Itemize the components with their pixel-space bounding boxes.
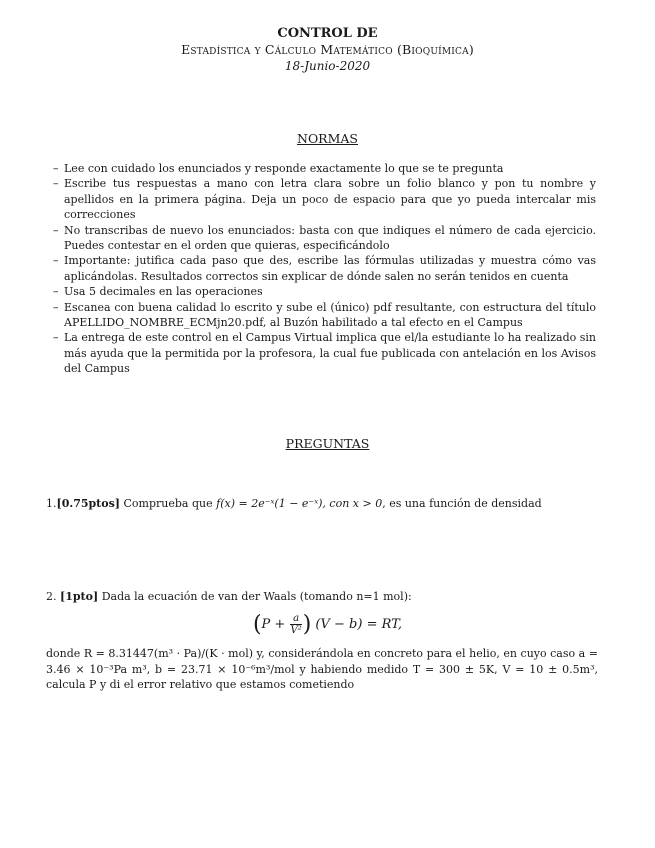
question-1 xyxy=(46,496,598,512)
question-text: Dada la ecuación de van der Waals (tomando n=1 mol): xyxy=(101,590,412,603)
normas-heading: NORMAS xyxy=(297,131,358,146)
question-number: 1. xyxy=(46,497,57,510)
question-points: [0.75ptos] xyxy=(56,497,121,510)
normas-item: – Escribe tus respuestas a mano con letra clara sobre un folio blanco y pon tu nombre y apellidos en la primera página. Deja un poco de espacio para que yo pueda intercalar mis correcciones xyxy=(53,177,596,222)
question-formula: f(x) = 2e⁻ˣ(1 − e⁻ˣ), con x > 0 xyxy=(216,497,383,510)
exam-date: 18-Junio-2020 xyxy=(284,59,371,73)
question-number: 2. xyxy=(46,590,57,603)
normas-item: – Escanea con buena calidad lo escrito y sube el (único) pdf resultante, con estructura del título APELLIDO_NOMBRE_ECMjn20.pdf, al Buzón habilitado a tal efecto en el Campus xyxy=(53,300,596,330)
question-text: Comprueba que xyxy=(123,497,213,510)
question-text: , es una función de densidad xyxy=(382,497,542,510)
equation-fraction: $\frac{a}{\text{V²}}$ xyxy=(290,613,302,636)
question-2-body: donde R = 8.31447(m³ · Pa)/(K · mol) y, considerándola en concreto para el helio, en cuyo caso a = 3.46 × 10⁻³Pa m³, b = 23.71 × 10⁻⁶m³/mol y habiendo medido T = 300 ± 5K, V = 10 ± 0.5m³, calcula P y di el error relativo que estamos cometiendo xyxy=(46,647,598,691)
question-points: [1pto] xyxy=(60,590,99,603)
question-2 xyxy=(46,589,598,605)
exam-title: CONTROL DE xyxy=(277,26,378,41)
exam-subject: Estadística y Cálculo Matemático (Bioquímica) xyxy=(181,42,474,57)
normas-item: – No transcribas de nuevo los enunciados: basta con que indiques el número de cada ejercicio. Puedes contestar en el orden que quieras, especificándolo xyxy=(53,223,596,253)
normas-list xyxy=(46,161,596,377)
normas-item: – Lee con cuidado los enunciados y responde exactamente lo que se te pregunta xyxy=(53,162,504,175)
normas-item: – Usa 5 decimales en las operaciones xyxy=(53,285,263,299)
normas-item: – La entrega de este control en el Campus Virtual implica que el/la estudiante lo ha realizado sin más ayuda que la permitida por la profesora, la cual fue publicada con antelación en los Avisos del Campus xyxy=(53,331,596,376)
van-der-waals-equation: (P + $\frac{a}{\text{V²}}$ ) (V − b) = RT, xyxy=(252,612,403,637)
normas-item: – Importante: jutifica cada paso que des, escribe las fórmulas utilizadas y muestra cómo vas aplicándolas. Resultados correctos sin explicar de dónde salen no serán tenidos en cuenta xyxy=(53,254,596,283)
preguntas-heading: PREGUNTAS xyxy=(285,436,370,451)
